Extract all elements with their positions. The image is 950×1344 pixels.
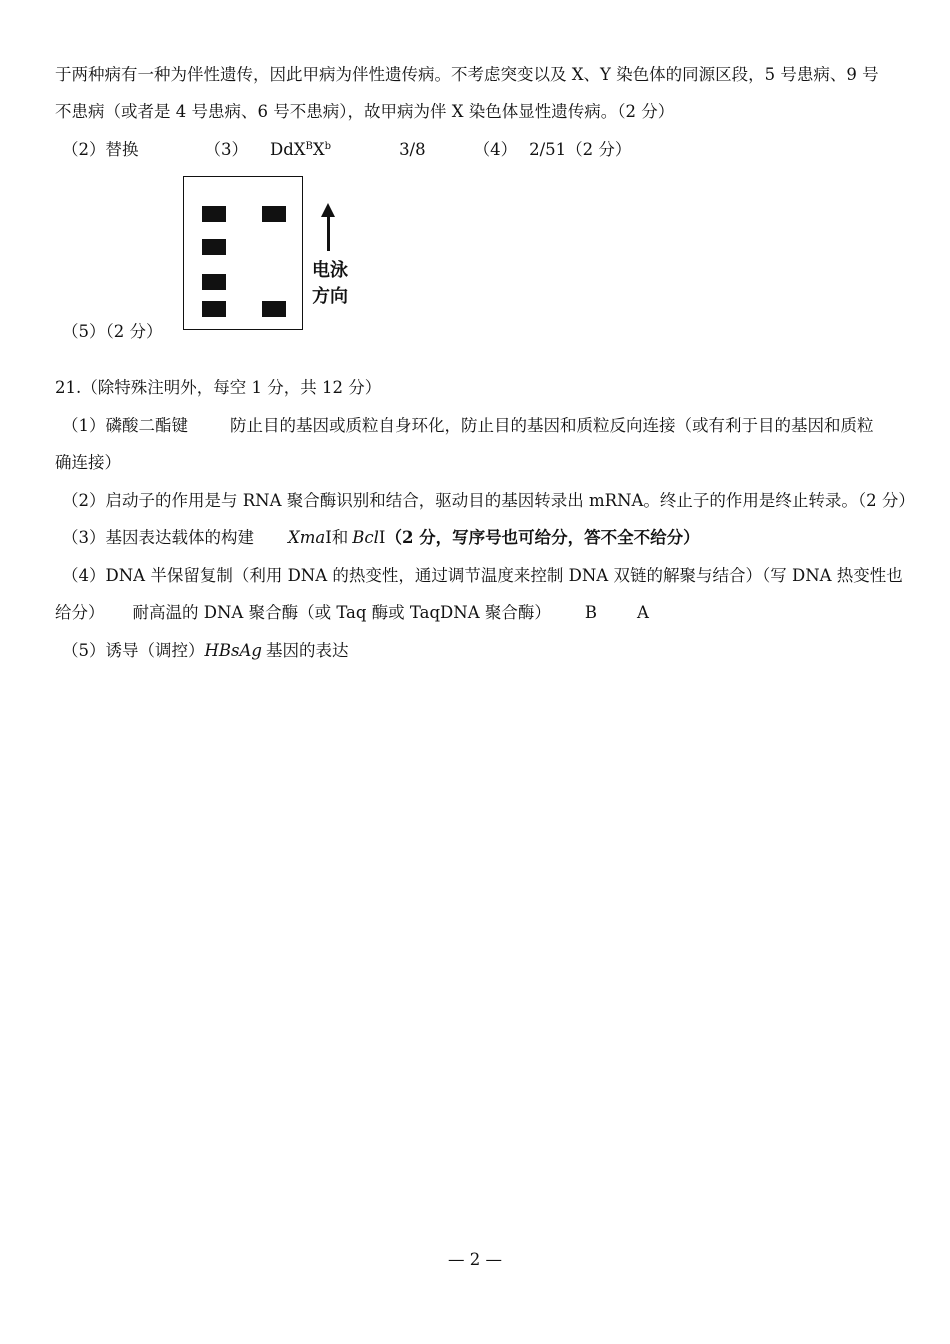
gel-band: [202, 206, 226, 222]
q21-2: （2）启动子的作用是与 RNA 聚合酶识别和结合，驱动目的基因转录出 mRNA。终止子的作用是终止转录。（2 分）: [62, 491, 915, 510]
gel-box: [183, 176, 303, 330]
q21-1: （1）磷酸二酯键 防止目的基因或质粒自身环化，防止目的基因和质粒反向连接（或有利于目的基因和质粒: [62, 416, 874, 435]
q20-5: （5）（2 分）: [62, 322, 163, 341]
enzyme-bcli: Bcl: [352, 528, 379, 547]
q21-5: （5）诱导（调控）HBsAg 基因的表达: [62, 641, 349, 660]
q21-header: 21.（除特殊注明外，每空 1 分，共 12 分）: [55, 378, 382, 397]
electrophoresis-direction-label: 电泳 方向: [312, 260, 348, 307]
arrow-shaft: [327, 215, 330, 251]
gel-band: [262, 301, 286, 317]
q20-3-genotype: $DdX^BX^b$: [270, 140, 332, 159]
gel-band: [202, 301, 226, 317]
gene-hbsag: HBsAg: [204, 641, 262, 660]
q21-4-answer-b: B: [584, 603, 598, 622]
q20-4-answer: 2/51（2 分）: [529, 140, 632, 159]
q21-3: （3）基因表达载体的构建 XmaⅠ和 BclⅠ（2 分，写序号也可给分，答不全不给分）: [62, 528, 700, 547]
gel-band: [262, 206, 286, 222]
q21-4-answer-a: A: [637, 603, 649, 622]
enzyme-xmai: Xma: [288, 528, 326, 547]
q20-3-ratio: 3/8: [399, 140, 426, 159]
q21-1-cont: 确连接）: [55, 453, 121, 472]
gel-band: [202, 239, 226, 255]
answer-line-q20-parts: [62, 139, 631, 161]
q20-2: （2）替换: [62, 140, 139, 159]
q20-3-label: （3）: [204, 140, 248, 159]
q21-4-cont: 给分） 耐高温的 DNA 聚合酶（或 Taq 酶或 TaqDNA 聚合酶） B A: [55, 603, 649, 622]
answer-line: 不患病（或者是 4 号患病、6 号不患病），故甲病为伴 X 染色体显性遗传病。（2 分）: [55, 102, 675, 121]
gel-band: [202, 274, 226, 290]
q21-3-note: （2 分，写序号也可给分，答不全不给分）: [385, 528, 700, 547]
q21-4: （4）DNA 半保留复制（利用 DNA 的热变性，通过调节温度来控制 DNA 双链的解聚与结合）（写 DNA 热变性也: [62, 566, 903, 585]
q20-4-label: （4）: [473, 140, 518, 159]
page-number: — 2 —: [448, 1250, 502, 1269]
answer-line: 于两种病有一种为伴性遗传，因此甲病为伴性遗传病。不考虑突变以及 X、Y 染色体的同源区段，5 号患病、9 号: [55, 65, 879, 84]
